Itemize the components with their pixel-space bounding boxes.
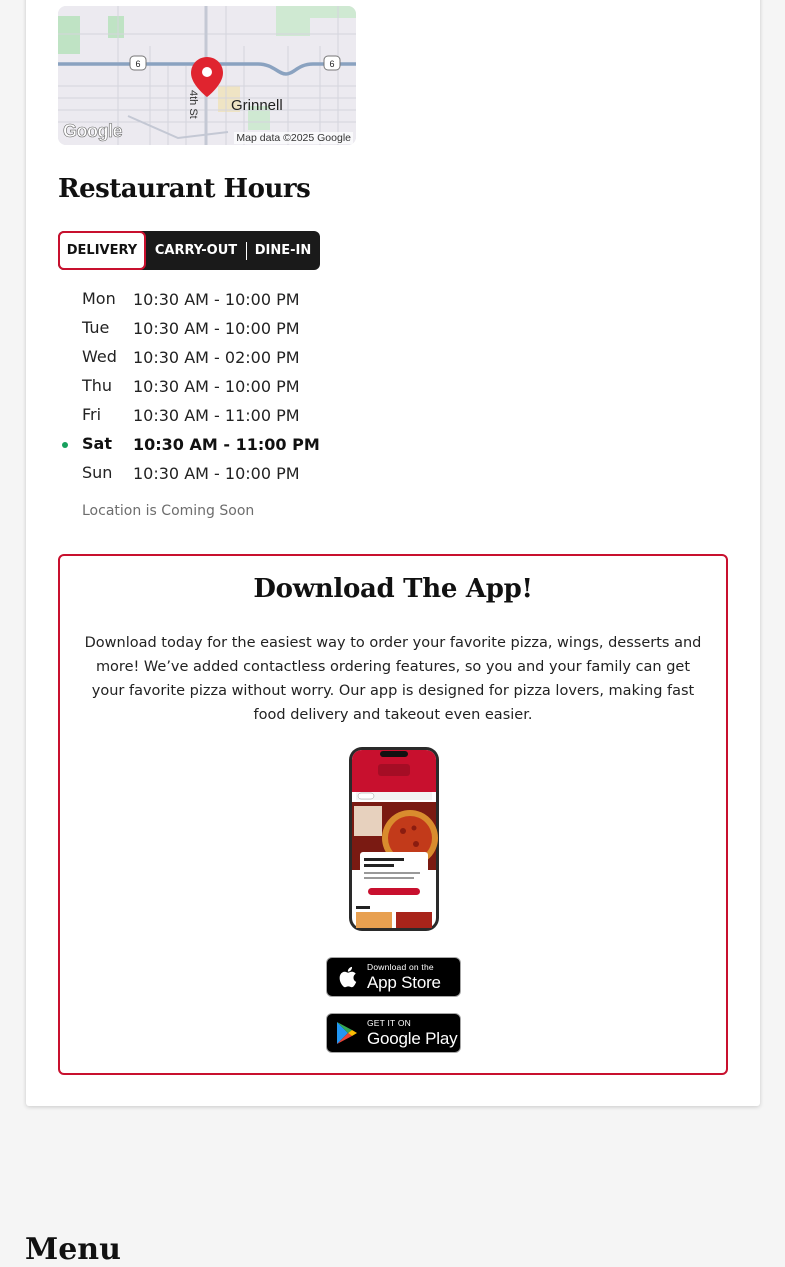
hours-tabs xyxy=(58,231,320,270)
download-app-title: Download The App! xyxy=(253,574,533,604)
svg-text:6: 6 xyxy=(329,59,335,69)
map-city-label: Grinnell xyxy=(231,97,283,114)
google-play-big-text: Google Play xyxy=(367,1028,458,1048)
download-app-section xyxy=(58,554,728,1075)
day-label: Sun xyxy=(82,463,113,482)
menu-heading: Menu xyxy=(25,1232,121,1267)
time-range: 10:30 AM - 10:00 PM xyxy=(133,464,300,483)
google-play-button[interactable] xyxy=(326,1013,461,1053)
time-range: 10:30 AM - 11:00 PM xyxy=(133,435,320,454)
day-label: Fri xyxy=(82,405,102,424)
google-play-icon xyxy=(335,1021,359,1045)
day-label: Thu xyxy=(82,376,113,395)
time-range: 10:30 AM - 10:00 PM xyxy=(133,290,300,309)
google-play-small-text: GET IT ON xyxy=(367,1018,411,1029)
day-label: Sat xyxy=(82,434,112,453)
app-store-big-text: App Store xyxy=(367,972,441,992)
app-store-small-text: Download on the xyxy=(367,962,434,973)
google-logo: Google xyxy=(63,121,122,141)
day-label: Tue xyxy=(82,318,110,337)
restaurant-hours-title: Restaurant Hours xyxy=(58,174,311,204)
svg-text:6: 6 xyxy=(135,59,141,69)
time-range: 10:30 AM - 10:00 PM xyxy=(133,319,300,338)
location-map[interactable] xyxy=(58,6,356,145)
day-label: Mon xyxy=(82,289,116,308)
time-range: 10:30 AM - 10:00 PM xyxy=(133,377,300,396)
tab-carry-out[interactable]: CARRY-OUT xyxy=(154,243,238,258)
time-range: 10:30 AM - 11:00 PM xyxy=(133,406,300,425)
location-status-note: Location is Coming Soon xyxy=(82,503,255,519)
map-credit: Map data ©2025 Google xyxy=(236,132,351,144)
today-indicator-dot xyxy=(62,442,68,448)
tab-delivery[interactable]: DELIVERY xyxy=(58,231,146,270)
map-street-label: 4th St xyxy=(187,90,199,119)
day-label: Wed xyxy=(82,347,117,366)
app-store-button[interactable] xyxy=(326,957,461,997)
app-phone-image xyxy=(348,746,440,932)
time-range: 10:30 AM - 02:00 PM xyxy=(133,348,300,367)
apple-icon xyxy=(335,965,359,989)
download-app-description: Download today for the easiest way to order your favorite pizza, wings, desserts and more! We’ve added contactless ordering features, so you and your family can get your favorite pizza without worry. Our app is designed for pizza lovers, making fast food delivery and takeout even easier. xyxy=(84,635,702,723)
tab-dine-in[interactable]: DINE-IN xyxy=(254,243,312,258)
